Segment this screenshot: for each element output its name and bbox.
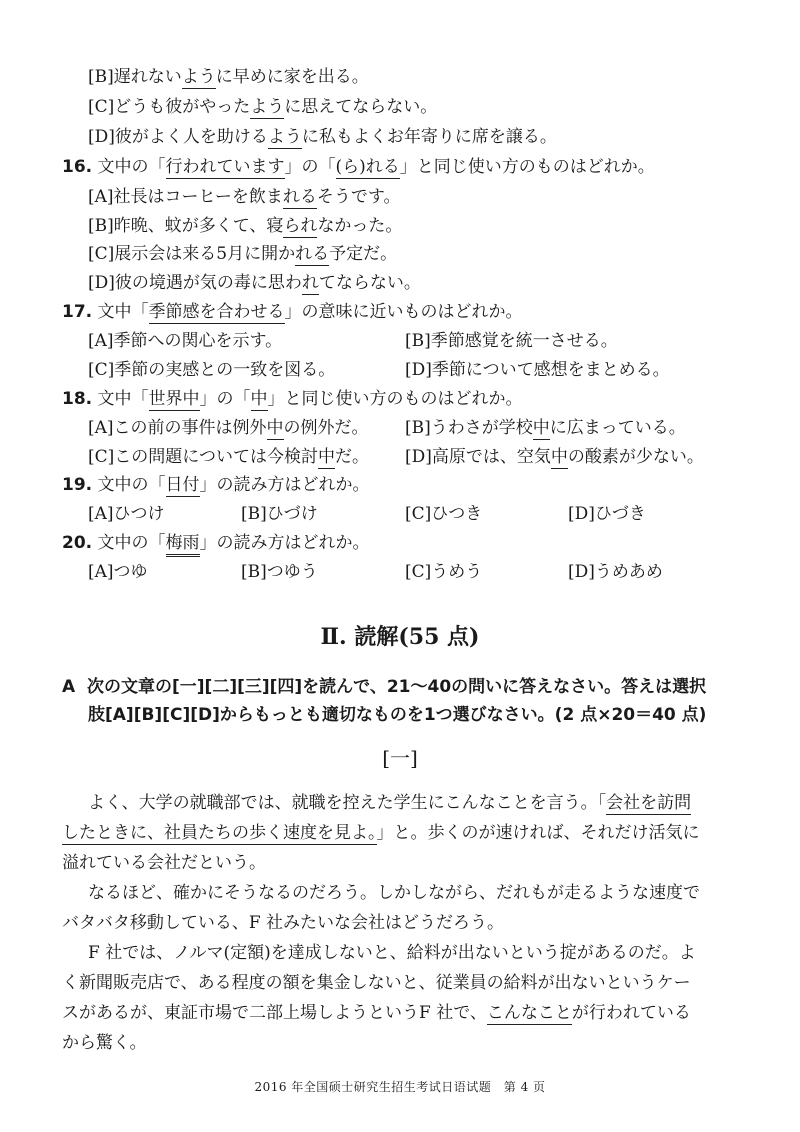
- q18-option-d: [D]高原では、空気中の酸素が少ない。: [405, 447, 704, 467]
- q20-option-d: [D]うめあめ: [568, 562, 663, 582]
- q16-option-b: [B]昨晩、蚊が多くて、寝られなかった。: [88, 216, 403, 236]
- q16-option-a: [A]社長はコーヒーを飲まれるそうです。: [88, 187, 401, 207]
- q19-option-b: [B]ひづけ: [241, 504, 318, 524]
- question-17: 17. 文中「季節感を合わせる」の意味に近いものはどれか。: [62, 302, 523, 322]
- instruction-line-2: 肢[A][B][C][D]からもっとも適切なものを1つ選びなさい。(2 点×20＝40 点): [88, 705, 707, 725]
- question-19: 19. 文中の「日付」の読み方はどれか。: [62, 475, 370, 495]
- para1-line-3: 溢れている会社だという。: [62, 853, 266, 873]
- q20-option-b: [B]つゆう: [241, 562, 318, 582]
- option-prev-c: [C]どうも彼がやったように思えてならない。: [88, 97, 438, 117]
- q20-option-a: [A]つゆ: [88, 562, 148, 582]
- q18-option-b: [B]うわさが学校中に広まっている。: [405, 418, 686, 438]
- underlined-phrase: したときに、社員たちの歩く速度を見よ。: [62, 823, 377, 843]
- q20-option-c: [C]うめう: [405, 562, 483, 582]
- q17-option-a: [A]季節への関心を示す。: [88, 331, 283, 351]
- q18-option-c: [C]この問題については今検討中だ。: [88, 447, 369, 467]
- underlined-phrase: こんなこと: [486, 1003, 572, 1023]
- para1-line-2: したときに、社員たちの歩く速度を見よ。」と。歩くのが速ければ、それだけ活気に: [62, 823, 700, 843]
- underlined-phrase: 会社を訪問: [606, 793, 692, 813]
- q19-option-a: [A]ひつけ: [88, 504, 165, 524]
- para3-line-1: F 社では、ノルマ(定額)を達成しないと、給料が出ないという掟があるのだ。よ: [88, 943, 696, 963]
- para3-line-4: から驚く。: [62, 1033, 147, 1053]
- underlined-word: よう: [267, 127, 302, 147]
- underlined-word: よう: [250, 97, 285, 117]
- q17-option-b: [B]季節感覚を統一させる。: [405, 331, 618, 351]
- page-footer: 2016 年全国硕士研究生招生考试日语试题 第 4 页: [254, 1080, 546, 1094]
- section-title: Ⅱ. 読解(55 点): [320, 624, 480, 650]
- q19-option-c: [C]ひつき: [405, 504, 483, 524]
- q19-option-d: [D]ひづき: [568, 504, 646, 524]
- q17-option-d: [D]季節について感想をまとめる。: [405, 360, 670, 380]
- para1-line-1: よく、大学の就職部では、就職を控えた学生にこんなことを言う。「会社を訪問: [88, 793, 692, 813]
- para3-line-2: く新聞販売店で、ある程度の額を集金しないと、従業員の給料が出ないというケー: [62, 973, 691, 993]
- subsection-heading: [一]: [382, 746, 418, 770]
- question-18: 18. 文中「世界中」の「中」と同じ使い方のものはどれか。: [62, 389, 523, 409]
- question-20: 20. 文中の「梅雨」の読み方はどれか。: [62, 532, 370, 554]
- underlined-word: よう: [181, 67, 216, 87]
- option-prev-d: [D]彼がよく人を助けるように私もよくお年寄りに席を譲る。: [88, 127, 557, 147]
- q17-option-c: [C]季節の実感との一致を図る。: [88, 360, 336, 380]
- q18-option-a: [A]この前の事件は例外中の例外だ。: [88, 418, 369, 438]
- q16-option-c: [C]展示会は来る5月に開かれる予定だ。: [88, 244, 398, 264]
- para2-line-2: バタバタ移動している、F 社みたいな会社はどうだろう。: [62, 913, 505, 933]
- para2-line-1: なるほど、確かにそうなるのだろう。しかしながら、だれもが走るような速度で: [88, 883, 700, 903]
- instruction-line-1: A 次の文章の[一][二][三][四]を読んで、21～40の問いに答えなさい。答えは選択: [62, 677, 707, 697]
- para3-line-3: スがあるが、東証市場で二部上場しようというF 社で、こんなことが行われている: [62, 1003, 691, 1023]
- q16-option-d: [D]彼の境遇が気の毒に思われてならない。: [88, 273, 421, 293]
- option-prev-b: [B]遅れないように早めに家を出る。: [88, 67, 369, 87]
- question-16: 16. 文中の「行われています」の「(ら)れる」と同じ使い方のものはどれか。: [62, 157, 655, 177]
